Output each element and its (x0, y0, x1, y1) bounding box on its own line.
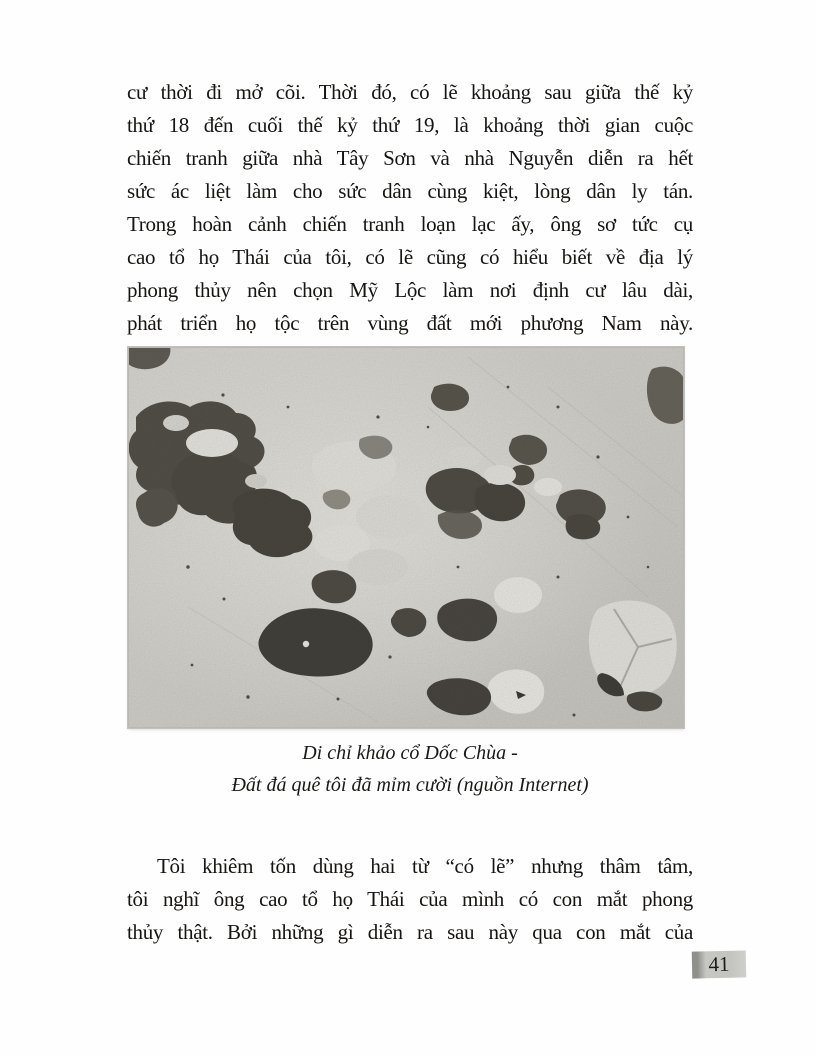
text-line: phát triển họ tộc trên vùng đất mới phương Nam này. (127, 311, 693, 335)
archaeology-photo (128, 347, 684, 728)
text-line: thủy thật. Bởi những gì diễn ra sau này qua con mắt của (127, 920, 693, 944)
archaeology-photo-art (128, 347, 684, 728)
text-line: tôi nghĩ ông cao tổ họ Thái của mình có con mắt phong (127, 887, 693, 911)
text-line: chiến tranh giữa nhà Tây Sơn và nhà Nguyễn diễn ra hết (127, 146, 693, 170)
text-line: sức ác liệt làm cho sức dân cùng kiệt, lòng dân ly tán. (127, 179, 693, 203)
text-line: Trong hoàn cảnh chiến tranh loạn lạc ấy, ông sơ tức cụ (127, 212, 693, 236)
paragraph-1 (127, 76, 693, 340)
text-line: cư thời đi mở cõi. Thời đó, có lẽ khoảng sau giữa thế kỷ (127, 80, 693, 104)
text-line: cao tổ họ Thái của tôi, có lẽ cũng có hiểu biết về địa lý (127, 245, 693, 269)
caption-line: Đất đá quê tôi đã mỉm cười (nguồn Internet) (231, 774, 589, 796)
page-number-badge: 41 (692, 950, 747, 978)
photo-caption (127, 737, 693, 801)
text-line: thứ 18 đến cuối thế kỷ thứ 19, là khoảng thời gian cuộc (127, 113, 693, 137)
text-line: phong thủy nên chọn Mỹ Lộc làm nơi định cư lâu dài, (127, 278, 693, 302)
caption-line: Di chỉ khảo cổ Dốc Chùa - (302, 742, 518, 764)
paragraph-2 (127, 850, 693, 949)
text-line: Tôi khiêm tốn dùng hai từ “có lẽ” nhưng thâm tâm, (157, 854, 693, 878)
